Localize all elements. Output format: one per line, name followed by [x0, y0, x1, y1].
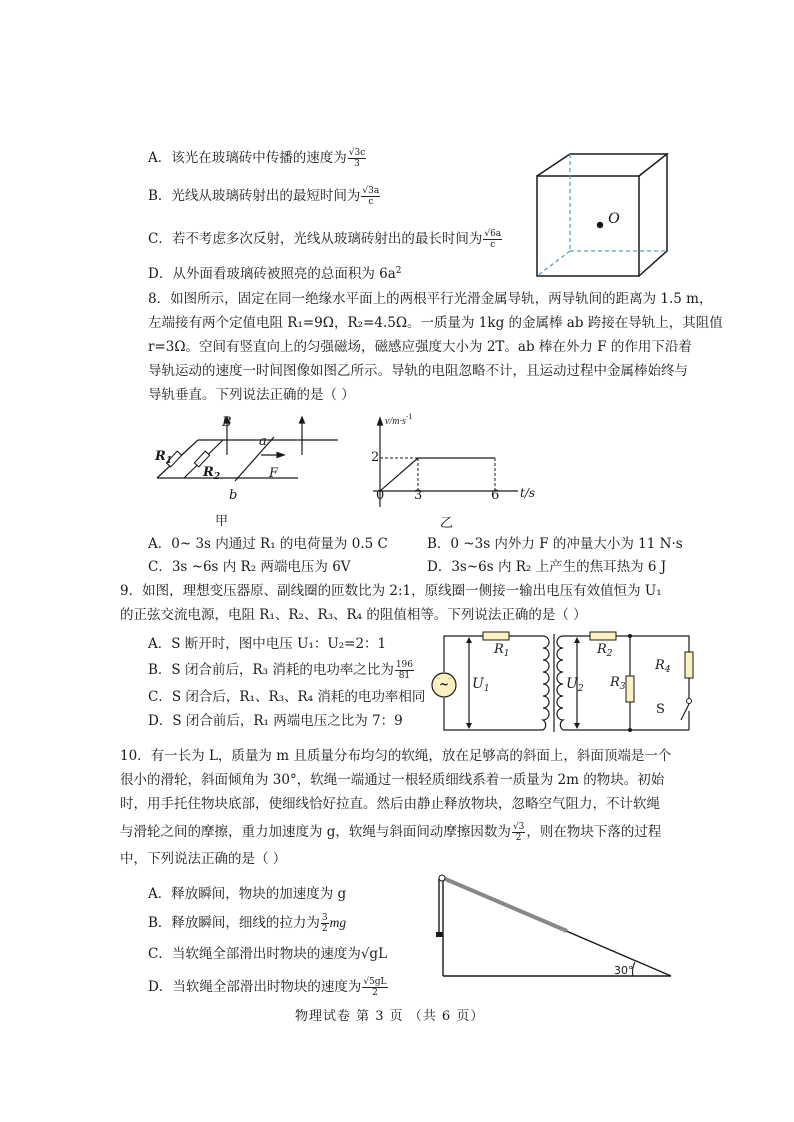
denominator: 2: [372, 988, 378, 998]
line-text: 与滑轮之间的摩擦，重力加速度为 g，软绳与斜面间动摩擦因数为: [120, 824, 511, 840]
r-symbol: R: [610, 675, 620, 690]
q9-option-a: A．S 断开时，图中电压 U₁：U₂=2：1: [148, 636, 387, 652]
label-a: a: [259, 434, 267, 449]
option-math: mg: [329, 915, 347, 930]
label-u2: [566, 676, 584, 694]
pulley-icon: [439, 875, 445, 881]
ylabel-sup: -1: [405, 413, 413, 421]
subscript: 4: [664, 665, 671, 675]
q8-option-a: A．0~ 3s 内通过 R₁ 的电荷量为 0.5 C: [148, 536, 388, 552]
vt-xtick-3: 3: [414, 488, 423, 503]
numerator: 196: [395, 660, 414, 670]
denominator: c: [490, 240, 496, 250]
option-text: 若不考虑多次反射，光线从玻璃砖射出的最长时间为: [171, 231, 483, 247]
q8-line-2: 左端接有两个定值电阻 R₁=9Ω，R₂=4.5Ω。一质量为 1kg 的金属棒 ab 跨接在导轨上，其阻值: [148, 315, 723, 331]
subscript: 1: [165, 456, 173, 466]
q10-option-d: [148, 977, 389, 998]
q8-line-1: 8．如图所示，固定在同一绝缘水平面上的两根平行光滑金属导轨，两导轨间的距离为 1.5 m，: [148, 291, 713, 307]
option-text: B．释放瞬间，细线的拉力为: [148, 915, 320, 931]
vt-xlabel: t/s: [520, 486, 536, 500]
denominator: 3: [354, 159, 360, 169]
q8-line-3: r=3Ω。空间有竖直向上的匀强磁场，磁感应强度大小为 2T。ab 棒在外力 F 的作用下沿着: [148, 339, 692, 355]
numerator: √6a: [484, 229, 502, 239]
point-o-icon: [597, 222, 603, 228]
numerator: √3: [512, 822, 525, 832]
numerator: √3a: [362, 186, 380, 196]
q8-option-b: B．0 ~3s 内外力 F 的冲量大小为 11 N·s: [427, 536, 683, 552]
incline-figure: [435, 870, 685, 980]
label-r4: [655, 658, 671, 675]
label-r2: [203, 465, 220, 482]
block-icon: [436, 932, 443, 937]
numerator: 3: [321, 913, 328, 923]
q10-line-1: 10．有一长为 L，质量为 m 且质量分布均匀的软绳，放在足够高的斜面上，斜面顶端是一个: [120, 748, 672, 764]
option-text: D．当软绳全部滑出时物块的速度为: [148, 979, 362, 995]
label-r2: [597, 642, 613, 659]
option-text: 从外面看玻璃砖被照亮的总面积为 6a: [172, 266, 396, 282]
fraction: [361, 186, 380, 207]
fraction: [321, 913, 329, 934]
option-text: 光线从玻璃砖射出的最短时间为: [171, 188, 361, 204]
u-symbol: U: [566, 676, 578, 692]
option-label: A．: [148, 150, 172, 166]
q10-option-b: [148, 913, 346, 934]
resistor-r4: [685, 652, 693, 678]
q7-option-c: [148, 227, 503, 250]
q8-line-4: 导轨运动的速度一时间图像如图乙所示。导轨的电阻忽略不计，且运动过程中金属棒始终与: [148, 363, 688, 379]
fraction: [483, 229, 502, 250]
r-symbol: R: [655, 658, 665, 673]
denominator: 81: [398, 671, 411, 681]
subscript: 1: [503, 649, 510, 659]
superscript: 2: [395, 266, 402, 276]
q10-line-4: [120, 822, 661, 843]
label-u1: [472, 676, 490, 694]
resistor-r2: [590, 632, 616, 640]
denominator: 2: [515, 833, 522, 843]
subscript: 3: [619, 682, 626, 692]
label-r1: [155, 449, 172, 466]
option-text: 该光在玻璃砖中传播的速度为: [171, 150, 347, 166]
label-b-field: B: [222, 415, 232, 430]
angle-label: 30°: [614, 964, 634, 977]
option-label: B．: [148, 188, 172, 204]
subscript: 2: [213, 472, 221, 482]
r-symbol: R: [494, 642, 504, 657]
q9-option-b: [148, 660, 415, 681]
subscript: 1: [483, 684, 490, 694]
vt-origin: 0: [376, 488, 385, 503]
q8-option-c: C．3s ~6s 内 R₂ 两端电压为 6V: [148, 559, 351, 575]
u-symbol: U: [472, 676, 484, 692]
subscript: 2: [577, 684, 584, 694]
resistor-r3: [626, 676, 634, 702]
q8-option-d: D．3s~6s 内 R₂ 上产生的焦耳热为 6 J: [427, 559, 667, 575]
vt-ylabel: [385, 413, 413, 427]
fraction: [395, 660, 414, 681]
r-symbol: R: [597, 642, 607, 657]
vt-ytick-2: 2: [371, 450, 380, 465]
denominator: 2: [321, 924, 328, 934]
fraction: [362, 977, 387, 998]
q7-option-a: [148, 146, 367, 169]
label-r3: [610, 675, 626, 692]
ylabel-text: v/m·s: [385, 416, 406, 427]
option-text: B．S 闭合前后，R₃ 消耗的电功率之比为: [148, 662, 394, 678]
caption-yi: 乙: [440, 516, 454, 531]
vt-xtick-6: 6: [491, 488, 500, 503]
q10-option-a: A．释放瞬间，物块的加速度为 g: [148, 886, 347, 902]
q9-line-1: 9．如图，理想变压器原、副线圈的匝数比为 2:1，原线圈一侧接一输出电压有效值恒为 U₁: [120, 583, 662, 599]
fraction: [512, 822, 525, 843]
q10-option-c: C．当软绳全部滑出时物块的速度为√gL: [148, 946, 388, 962]
q7-option-d: [148, 262, 402, 282]
label-f: F: [269, 466, 279, 481]
subscript: 2: [606, 649, 613, 659]
numerator: √5gL: [363, 977, 387, 987]
soft-rope: [443, 878, 567, 931]
line-text: ，则在物块下落的过程: [526, 824, 662, 840]
q10-line-3: 时，用手托住物块底部，使细线恰好拉直。然后由静止释放物块，忽略空气阻力，不计软绳: [120, 796, 660, 812]
q10-line-5: 中，下列说法正确的是（ ）: [120, 851, 287, 867]
ac-source-symbol: ~: [439, 677, 450, 691]
label-switch-s: S: [656, 702, 665, 717]
r-symbol: R: [155, 449, 166, 464]
q9-option-c: C．S 闭合后，R₁、R₃、R₄ 消耗的电功率相同: [148, 689, 426, 705]
resistor-r1: [483, 632, 509, 640]
label-b: b: [229, 488, 238, 503]
q10-line-2: 很小的滑轮，斜面倾角为 30°，软绳一端通过一根轻质细线系着一质量为 2m 的物块。初始: [120, 772, 665, 788]
label-r1: [494, 642, 510, 659]
caption-jia: 甲: [215, 514, 229, 529]
q7-option-b: [148, 184, 381, 207]
q8-line-5: 导轨垂直。下列说法正确的是（ ）: [148, 387, 355, 403]
denominator: c: [368, 197, 374, 207]
r-symbol: R: [203, 465, 214, 480]
transformer-circuit: [425, 630, 695, 735]
cube-figure: [530, 150, 680, 280]
point-o-label: O: [608, 210, 620, 227]
fraction: [348, 148, 367, 169]
q9-line-2: 的正弦交流电源，电阻 R₁、R₂、R₃、R₄ 的阻值相等。下列说法正确的是（ ）: [120, 607, 587, 623]
numerator: √3c: [348, 148, 366, 158]
q9-option-d: D．S 闭合前后，R₁ 两端电压之比为 7：9: [148, 713, 403, 729]
option-label: C．: [148, 231, 172, 247]
rails-figure: [150, 415, 350, 505]
option-label: D．: [148, 266, 173, 282]
page-footer: 物理试卷 第 3 页 （共 6 页）: [295, 1009, 485, 1024]
